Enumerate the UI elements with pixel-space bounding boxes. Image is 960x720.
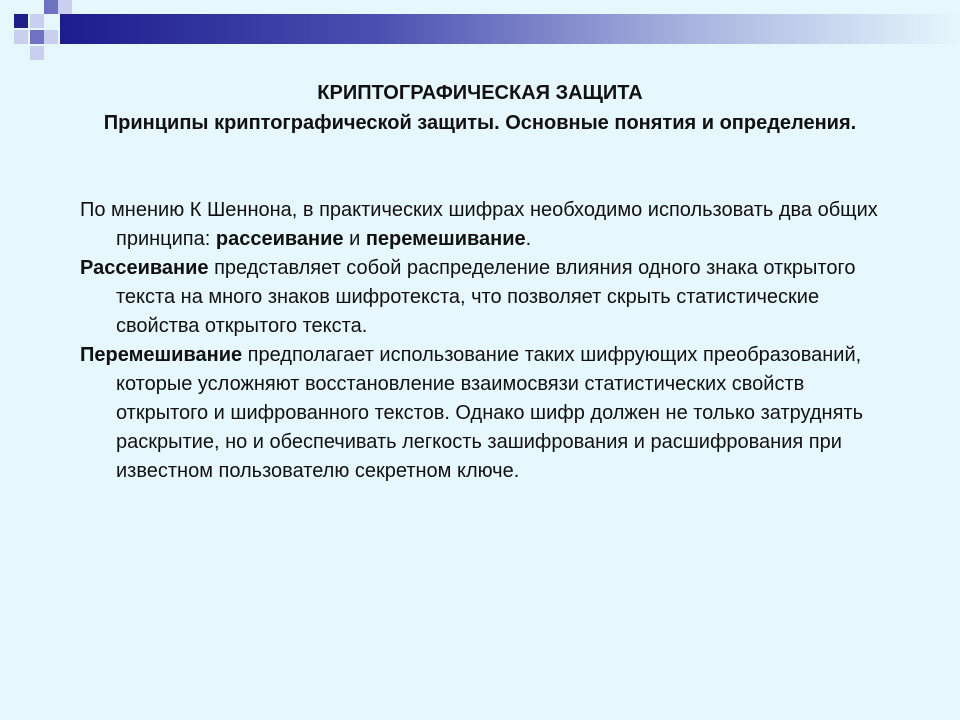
decorative-square	[44, 0, 58, 14]
term-diffusion-heading: Рассеивание	[80, 257, 209, 279]
paragraph-text: представляет собой распределение влияния одного знака открытого текста на много знаков шифротекста, что позволяет скрыть статистические свойства открытого текста.	[116, 257, 856, 337]
term-confusion-heading: Перемешивание	[80, 344, 243, 366]
decorative-square	[14, 14, 28, 28]
paragraph-diffusion	[80, 254, 900, 341]
term-diffusion: рассеивание	[215, 228, 344, 250]
paragraph-confusion	[80, 341, 900, 486]
decorative-square	[14, 30, 28, 44]
slide-body	[80, 196, 900, 486]
slide-title: КРИПТОГРАФИЧЕСКАЯ ЗАЩИТА	[317, 82, 643, 104]
decorative-gradient-band	[60, 14, 960, 44]
slide-header	[0, 78, 960, 138]
decorative-square	[30, 14, 44, 28]
paragraph-text: По мнению К Шеннона, в практических шифрах необходимо использовать два общих принципа:	[80, 199, 878, 250]
slide-subtitle: Принципы криптографической защиты. Основные понятия и определения.	[103, 112, 857, 134]
decorative-square	[30, 30, 44, 44]
decorative-square	[30, 46, 44, 60]
decorative-square	[58, 0, 72, 14]
paragraph-text: предполагает использование таких шифрующих преобразований, которые усложняют восстановление взаимосвязи статистических свойств открытого и шифрованного текстов. Однако шифр должен не только затруднять раскрытие, но и обеспечивать легкость зашифрования и расшифрования при известном пользователю секретном ключе.	[116, 344, 863, 482]
paragraph-shannon	[80, 196, 900, 254]
term-confusion: перемешивание	[365, 228, 526, 250]
paragraph-text: .	[525, 228, 532, 250]
decorative-square	[44, 30, 58, 44]
paragraph-text: и	[343, 228, 366, 250]
